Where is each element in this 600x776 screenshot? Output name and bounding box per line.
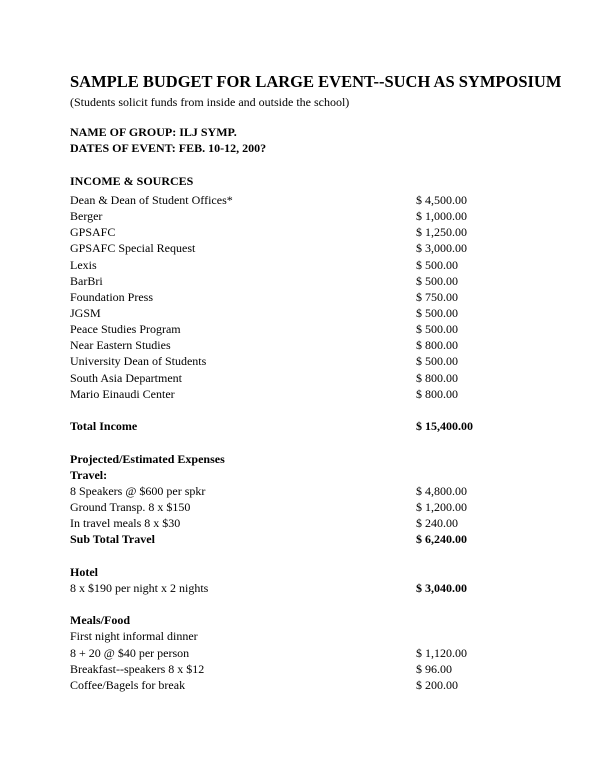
event-dates-text: DATES OF EVENT: FEB. 10-12, 200? [70,141,267,155]
travel-item: Ground Transp. 8 x $150 [70,500,191,514]
meals-item: 8 + 20 @ $40 per person [70,646,190,660]
hotel-item: 8 x $190 per night x 2 nights [70,581,209,595]
travel-amount: $ 1,200.00 [416,500,467,514]
hotel-heading-text: Hotel [70,565,98,579]
income-source: Near Eastern Studies [70,338,171,352]
travel-item: 8 Speakers @ $600 per spkr [70,484,206,498]
meals-item: Coffee/Bagels for break [70,678,186,692]
travel-amount: $ 4,800.00 [416,484,467,498]
travel-heading-text: Travel: [70,468,108,482]
income-source: Dean & Dean of Student Offices* [70,193,233,207]
travel-subtotal-amount: $ 6,240.00 [416,532,467,546]
income-amount: $ 1,000.00 [416,209,467,223]
meals-amount: $ 96.00 [416,662,452,676]
hotel-amount: $ 3,040.00 [416,581,467,595]
income-amount: $ 4,500.00 [416,193,467,207]
income-heading-text: INCOME & SOURCES [70,174,194,188]
income-source: Foundation Press [70,290,154,304]
income-amount: $ 3,000.00 [416,241,467,255]
page-title: SAMPLE BUDGET FOR LARGE EVENT--SUCH AS SYMPOSIUM [70,72,562,91]
meals-amount: $ 1,120.00 [416,646,467,660]
income-amount: $ 500.00 [416,322,458,336]
travel-subtotal-label: Sub Total Travel [70,532,155,546]
travel-amount: $ 240.00 [416,516,458,530]
income-source: Lexis [70,258,97,272]
income-amount: $ 500.00 [416,306,458,320]
income-amount: $ 1,250.00 [416,225,467,239]
meals-item: First night informal dinner [70,629,198,643]
income-source: University Dean of Students [70,354,207,368]
income-amount: $ 500.00 [416,354,458,368]
income-source: GPSAFC [70,225,116,239]
income-source: GPSAFC Special Request [70,241,196,255]
total-income-amount: $ 15,400.00 [416,419,473,433]
meals-heading-text: Meals/Food [70,613,130,627]
income-amount: $ 750.00 [416,290,458,304]
page-subtitle: (Students solicit funds from inside and outside the school) [70,95,350,109]
income-amount: $ 500.00 [416,274,458,288]
total-income-label: Total Income [70,419,138,433]
income-amount: $ 800.00 [416,338,458,352]
expenses-heading-text: Projected/Estimated Expenses [70,452,225,466]
meals-amount: $ 200.00 [416,678,458,692]
income-amount: $ 800.00 [416,371,458,385]
travel-item: In travel meals 8 x $30 [70,516,181,530]
income-source: South Asia Department [70,371,182,385]
income-amount: $ 500.00 [416,258,458,272]
income-source: Mario Einaudi Center [70,387,175,401]
income-source: Berger [70,209,103,223]
group-name-text: NAME OF GROUP: ILJ SYMP. [70,125,237,139]
meals-item: Breakfast--speakers 8 x $12 [70,662,205,676]
income-amount: $ 800.00 [416,387,458,401]
income-source: JGSM [70,306,101,320]
income-source: Peace Studies Program [70,322,181,336]
income-source: BarBri [70,274,103,288]
